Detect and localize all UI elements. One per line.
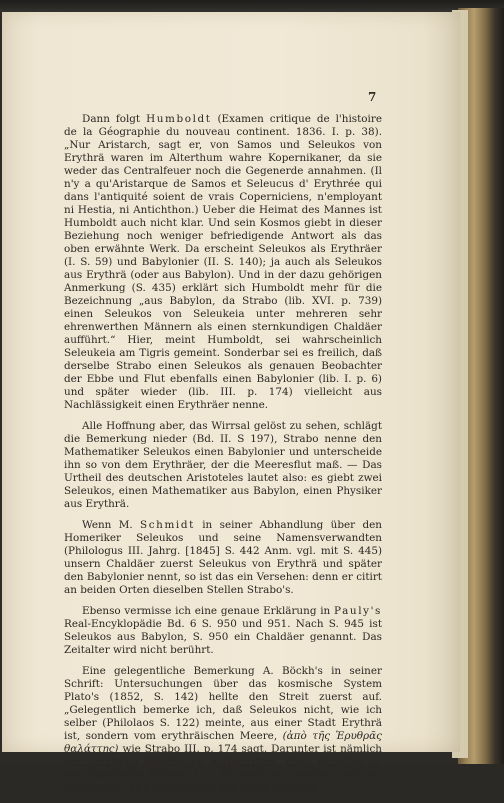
paragraph bbox=[64, 605, 382, 657]
spaced-name: Schmidt bbox=[140, 519, 195, 531]
text-run: Real-Encyklopädie Bd. 6 S. 950 und 951. Nach S. 945 ist Seleukos aus Babylon, S. 950 ein Chaldäer genannt. Das Zeitalter wird nicht berührt. bbox=[64, 618, 382, 656]
text-run: Dann folgt bbox=[82, 113, 147, 125]
book-page bbox=[2, 12, 460, 794]
paragraph bbox=[64, 665, 382, 795]
paragraph bbox=[64, 519, 382, 597]
greek-quote: (ἀπὸ τῆς Ἐρυθρᾶς θαλάττης) bbox=[64, 730, 382, 755]
text-run: Alle Hoffnung aber, das Wirrsal gelöst zu sehen, schlägt die Bemerkung nieder (Bd. II. S 197), Strabo nenne den Mathematiker Seleukos einen Babylonier und unterscheide ihn so von dem Erythräer, der die Meeresflut maß. — Das Urtheil des deutschen Aristoteles lautet also: es giebt zwei Seleukos, einen Mathematiker aus Babylon, einen Physiker aus Erythrä. bbox=[64, 420, 382, 510]
text-run: Wenn M. bbox=[82, 519, 141, 531]
body-text bbox=[64, 113, 382, 803]
text-run: (Examen critique de l'histoire de la Géographie du nouveau continent. 1836. I. p. 38). „Nur Aristarch, sagt er, von Samos und Seleukos von Erythrä waren im Alterthum wahre Kopernikaner, da sie weder das Centralfeuer noch die Gegenerde annahmen. (Il n'y a qu'Aristarque de Samos et Seleucus d' Erythrée qui dans l'antiquité soient de vrais Coperniciens, n'employant ni Hestia, ni Antichthon.) Ueber die Heimat des Mannes ist Humboldt auch nicht klar. Und sein Kosmos giebt in dieser Beziehung noch weniger befriedigende Antwort als das oben erwähnte Werk. Da erscheint Seleukos als Erythräer (I. S. 59) und Babylonier (II. S. 140); ja auch als Seleukos aus Erythrä (oder aus Babylon). Und in der dazu gehörigen Anmerkung (S. 435) erklärt sich Humboldt mehr für die Bezeichnung „aus Babylon, da Strabo (lib. XVI. p. 739) einen Seleukos von Seleukeia unter mehreren sehr ehrenwerthen Männern als einen sternkundigen Chaldäer aufführt.“ Hier, meint Humboldt, sei wahrscheinlich Seleukeia am Tigris gemeint. Sonderbar sei es freilich, daß derselbe Strabo einen Seleukos als genauen Beobachter der Ebbe und Flut ebenfalls einen Babylonier (lib. I. p. 6) und später wieder (lib. III. p. 174) vielleicht aus Nachlässigkeit einen Erythräer nenne. bbox=[64, 113, 382, 411]
page-number: 7 bbox=[368, 90, 377, 104]
text-run: wie Strabo III. p. 174 sagt. Darunter ist nämlich der persische Meerbusen mitbegriffen. Eben derselbe ist der Babylonier (Strabo I. p. 6) nach der Provinz, und der Seleukeier (XVI. p.739) nach der Stadt benannt.“ — bbox=[64, 743, 382, 794]
spaced-name: Pauly's bbox=[334, 605, 382, 617]
paragraph bbox=[64, 113, 382, 412]
text-run: Ebenso vermisse ich eine genaue Erklärung in bbox=[82, 605, 334, 617]
book-cover-top bbox=[0, 0, 504, 12]
text-run: Eine gelegentliche Bemerkung A. Böckh's in seiner Schrift: Untersuchungen über das kosmische System Plato's (1852, S. 142) hellte den Streit zuerst auf. „Gelegentlich bemerke ich, daß Seleukos nicht, wie ich selber (Philolaos S. 122) meinte, aus einer Stadt Erythrä ist, sondern vom erythräischen Meere, bbox=[64, 665, 382, 742]
spaced-name: Humboldt bbox=[146, 113, 212, 125]
paragraph bbox=[64, 420, 382, 511]
text-run: in seiner Abhandlung über den Homeriker Seleukos und seine Namensverwandten (Philologus III. Jahrg. [1845] S. 442 Anm. vgl. mit S. 445) unsern Chaldäer zuerst Seleukus von Erythrä und später den Babylonier nennt, so ist das ein Versehen: denn er citirt an beiden Orten dieselben Stellen Strabo's. bbox=[64, 519, 382, 596]
